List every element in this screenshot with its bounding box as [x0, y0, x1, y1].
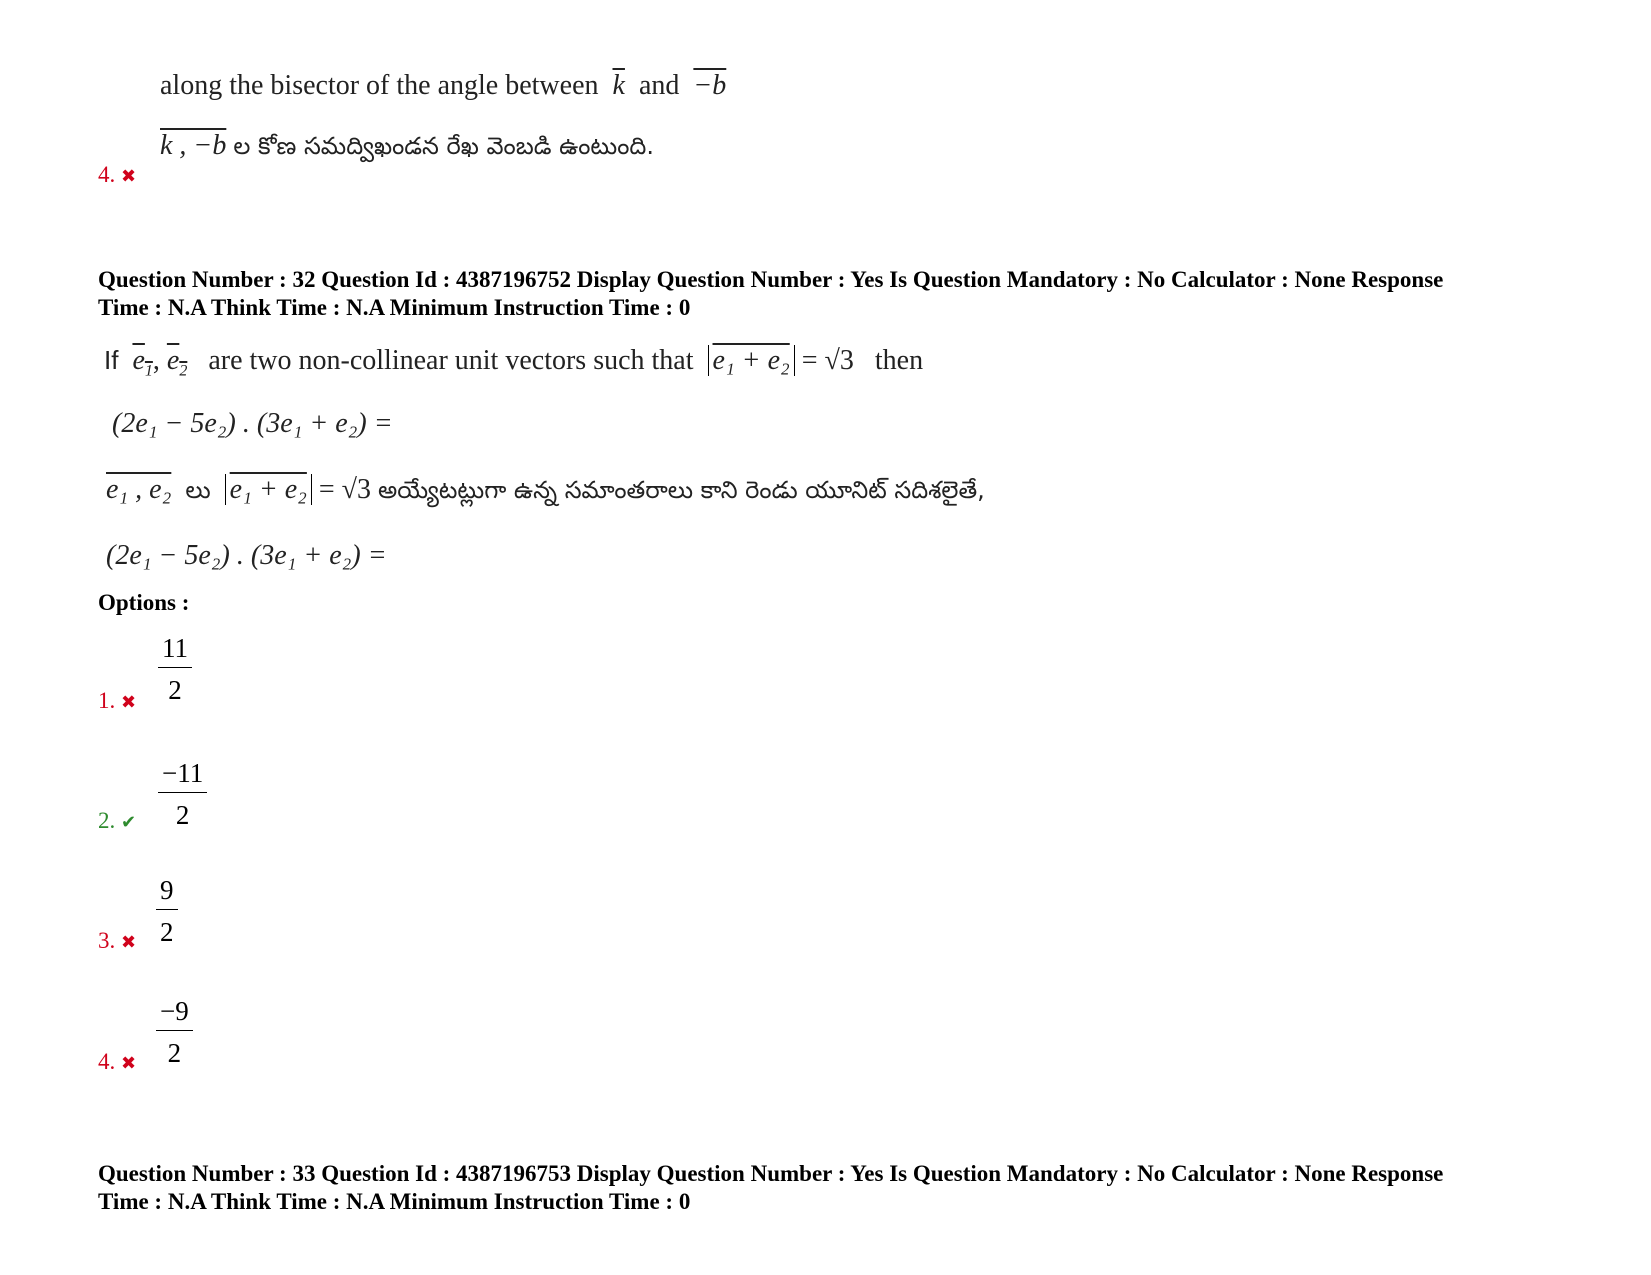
vector-minus-b: −b	[693, 70, 727, 101]
telugu-question-text: అయ్యేటట్లుగా ఉన్న సమాంతరాలు కాని రెండు యూనిట్ సదిశలైతే,	[378, 476, 985, 504]
meta-line-2: Time : N.A Think Time : N.A Minimum Instruction Time : 0	[98, 1189, 691, 1214]
prev-option4-english	[160, 70, 726, 102]
option-3-fraction	[156, 874, 178, 948]
denominator: 2	[175, 800, 190, 830]
vector-k: $\overline{k}$	[612, 70, 625, 101]
option-number: 2.	[98, 808, 116, 833]
wrong-icon: ✖	[121, 1053, 137, 1074]
prev-option4-telugu-text: ల కోణ సమద్విఖండన రేఖ వెంబడి ఉంటుంది.	[233, 132, 654, 160]
dot-product-expression: (2e₁ − 5e₂) . (3e₁ + e₂) =	[106, 540, 387, 571]
equals-root3: = √3	[318, 474, 372, 505]
option-number: 4.	[98, 1049, 116, 1074]
options-label: Options :	[98, 590, 190, 615]
option-2-number	[98, 808, 136, 834]
numerator: 11	[158, 632, 192, 668]
comma: ,	[152, 345, 160, 376]
numerator: 9	[156, 874, 178, 910]
denominator: 2	[160, 917, 174, 947]
telugu-lu: లు	[185, 476, 211, 504]
e2-subscript: 2	[179, 362, 188, 380]
question-32-telugu-expression	[106, 540, 387, 572]
option-number: 3.	[98, 928, 116, 953]
question-33-meta	[98, 1160, 1578, 1216]
vectors-e1-e2: e₁ , e₂	[106, 474, 172, 505]
prev-option4-telugu	[160, 130, 654, 166]
option-2-fraction	[158, 757, 207, 831]
vector-e1	[132, 345, 153, 380]
e1-letter: e	[132, 345, 145, 376]
numerator: −9	[156, 995, 193, 1031]
option-4-number	[98, 1049, 136, 1075]
and-word: and	[638, 70, 680, 101]
meta-line-2: Time : N.A Think Time : N.A Minimum Instruction Time : 0	[98, 295, 691, 320]
meta-line-1: Question Number : 32 Question Id : 4387196752 Display Question Number : Yes Is Question Mandatory : No Calculator : None Response	[98, 267, 1444, 292]
wrong-icon: ✖	[121, 166, 137, 187]
question-text: are two non-collinear unit vectors such that	[208, 345, 694, 376]
question-32-telugu	[106, 474, 985, 510]
option-1-number	[98, 688, 136, 714]
vector-e2	[166, 345, 188, 380]
option-4-fraction	[156, 995, 193, 1069]
prev-option4-text: along the bisector of the angle between	[160, 70, 599, 101]
abs-expression: e₁ + e₂	[708, 345, 795, 376]
prev-option4-number	[98, 162, 136, 188]
option-1-fraction	[158, 632, 192, 706]
numerator: −11	[158, 757, 207, 793]
denominator: 2	[167, 1038, 182, 1068]
abs-expression: e₁ + e₂	[225, 474, 312, 505]
e2-letter: e	[166, 345, 180, 376]
question-32-meta	[98, 266, 1578, 322]
option-3-number	[98, 928, 136, 954]
option-number: 1.	[98, 688, 116, 713]
then-word: then	[874, 345, 924, 376]
equals-root3: = √3	[801, 345, 854, 376]
wrong-icon: ✖	[121, 932, 137, 953]
meta-line-1: Question Number : 33 Question Id : 4387196753 Display Question Number : Yes Is Question Mandatory : No Calculator : None Response	[98, 1161, 1444, 1186]
check-icon: ✔	[121, 812, 137, 833]
question-32-english	[104, 345, 923, 381]
wrong-icon: ✖	[121, 692, 137, 713]
dot-product-expression: (2e₁ − 5e₂) . (3e₁ + e₂) =	[112, 408, 393, 439]
question-32-english-expression	[112, 408, 393, 440]
option-number: 4.	[98, 162, 116, 187]
e1-subscript: 1	[144, 362, 153, 380]
denominator: 2	[168, 675, 182, 705]
vectors-k-b: k , −b	[160, 130, 227, 161]
if-word: If	[104, 345, 119, 375]
